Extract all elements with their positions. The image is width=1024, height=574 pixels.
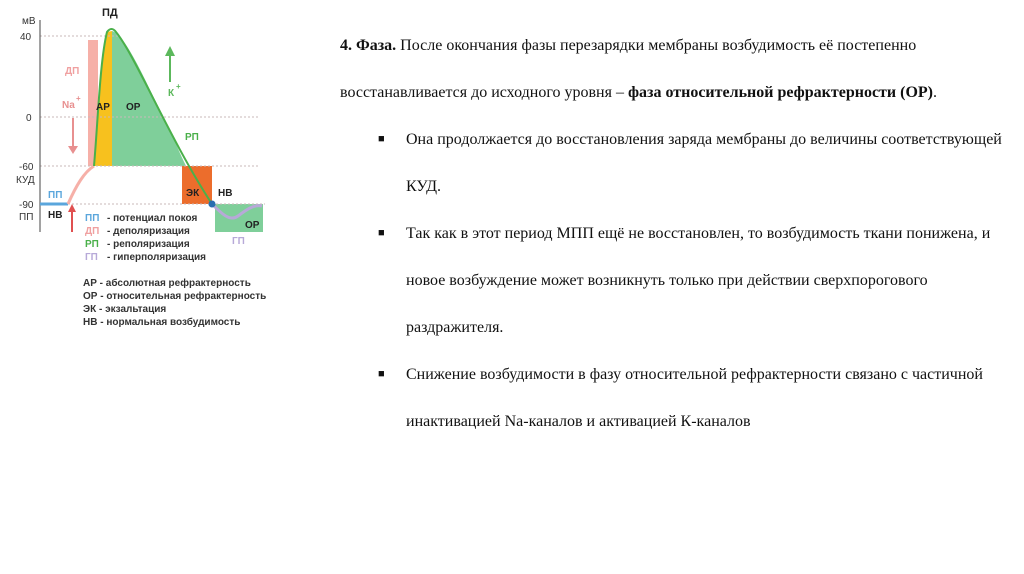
bullet-text: Так как в этот период МПП ещё не восстановлен, то возбудимость ткани понижена, и новое возбуждение может возникнуть только при действии сверхпорогового раздражителя. bbox=[406, 225, 991, 336]
legend-phase-text: - гиперполяризация bbox=[107, 252, 207, 263]
zone-or: ОР bbox=[126, 102, 141, 113]
bullet-marker: ■ bbox=[378, 133, 385, 145]
legend-phase-text: - потенциал покоя bbox=[107, 213, 198, 224]
axis-unit: мВ bbox=[22, 16, 36, 27]
legend-phase-abbr: ГП bbox=[85, 252, 98, 263]
tick-pp: ПП bbox=[19, 212, 34, 223]
dp-segment bbox=[68, 166, 94, 204]
heading-bold: 4. Фаза. bbox=[340, 37, 397, 54]
label-na: Na bbox=[62, 100, 75, 111]
nv-arrow-head bbox=[68, 204, 76, 212]
label-nv-left: НВ bbox=[48, 210, 63, 221]
label-k-sup: + bbox=[176, 82, 181, 91]
bullet-list bbox=[340, 116, 1005, 445]
tick-minus90: -90 bbox=[19, 200, 34, 211]
or-zone bbox=[112, 31, 186, 166]
heading-end: . bbox=[933, 84, 937, 101]
heading-rest: После окончания фазы перезарядки мембраны возбудимость её постепенно восстанавливается до исходного уровня – bbox=[340, 37, 917, 101]
legend-line: НВ - нормальная возбудимость bbox=[83, 317, 241, 328]
label-nv-right: НВ bbox=[218, 188, 233, 199]
label-k: К bbox=[168, 88, 175, 99]
legend-phase-abbr: РП bbox=[85, 239, 99, 250]
zone-ek: ЭК bbox=[186, 188, 200, 199]
top-label: ПД bbox=[102, 7, 118, 19]
bullet-item bbox=[340, 210, 1005, 351]
bullet-marker: ■ bbox=[378, 227, 385, 239]
label-gp: ГП bbox=[232, 236, 245, 247]
bullet-item bbox=[340, 116, 1005, 210]
label-dp: ДП bbox=[65, 66, 80, 77]
bullet-item bbox=[340, 351, 1005, 445]
tick-kud: КУД bbox=[16, 175, 35, 186]
legend-line: ОР - относительная рефрактерность bbox=[83, 291, 267, 302]
tick-0: 0 bbox=[26, 113, 32, 124]
bullet-text: Снижение возбудимости в фазу относительной рефрактерности связано с частичной инактивацией Na-каналов и активацией К-каналов bbox=[406, 366, 983, 430]
bullet-text: Она продолжается до восстановления заряда мембраны до величины соответствующей КУД. bbox=[406, 131, 1002, 195]
action-potential-diagram bbox=[10, 0, 330, 340]
slide-text bbox=[340, 22, 1005, 445]
heading-bold2: фаза относительной рефрактерности (ОР) bbox=[627, 84, 933, 101]
zone-or2: ОР bbox=[245, 220, 260, 231]
legend-line: ЭК - экзальтация bbox=[83, 304, 167, 315]
legend-phases bbox=[85, 213, 206, 263]
tick-40: 40 bbox=[20, 32, 32, 43]
tick-minus60: -60 bbox=[19, 162, 34, 173]
curve-point bbox=[209, 201, 216, 208]
label-na-sup: + bbox=[76, 94, 81, 103]
legend-phase-abbr: ПП bbox=[85, 213, 100, 224]
bullet-marker: ■ bbox=[378, 368, 385, 380]
na-arrow-head bbox=[68, 146, 78, 154]
k-arrow-head bbox=[165, 46, 175, 56]
legend-line: АР - абсолютная рефрактерность bbox=[83, 278, 251, 289]
label-pp: ПП bbox=[48, 190, 63, 201]
legend-excitability bbox=[83, 277, 266, 328]
legend-phase-abbr: ДП bbox=[85, 226, 100, 237]
label-rp: РП bbox=[185, 132, 199, 143]
legend-phase-text: - реполяризация bbox=[107, 239, 190, 250]
phase-paragraph bbox=[340, 22, 1005, 116]
zone-ar: АР bbox=[96, 102, 110, 113]
legend-phase-text: - деполяризация bbox=[107, 226, 190, 237]
